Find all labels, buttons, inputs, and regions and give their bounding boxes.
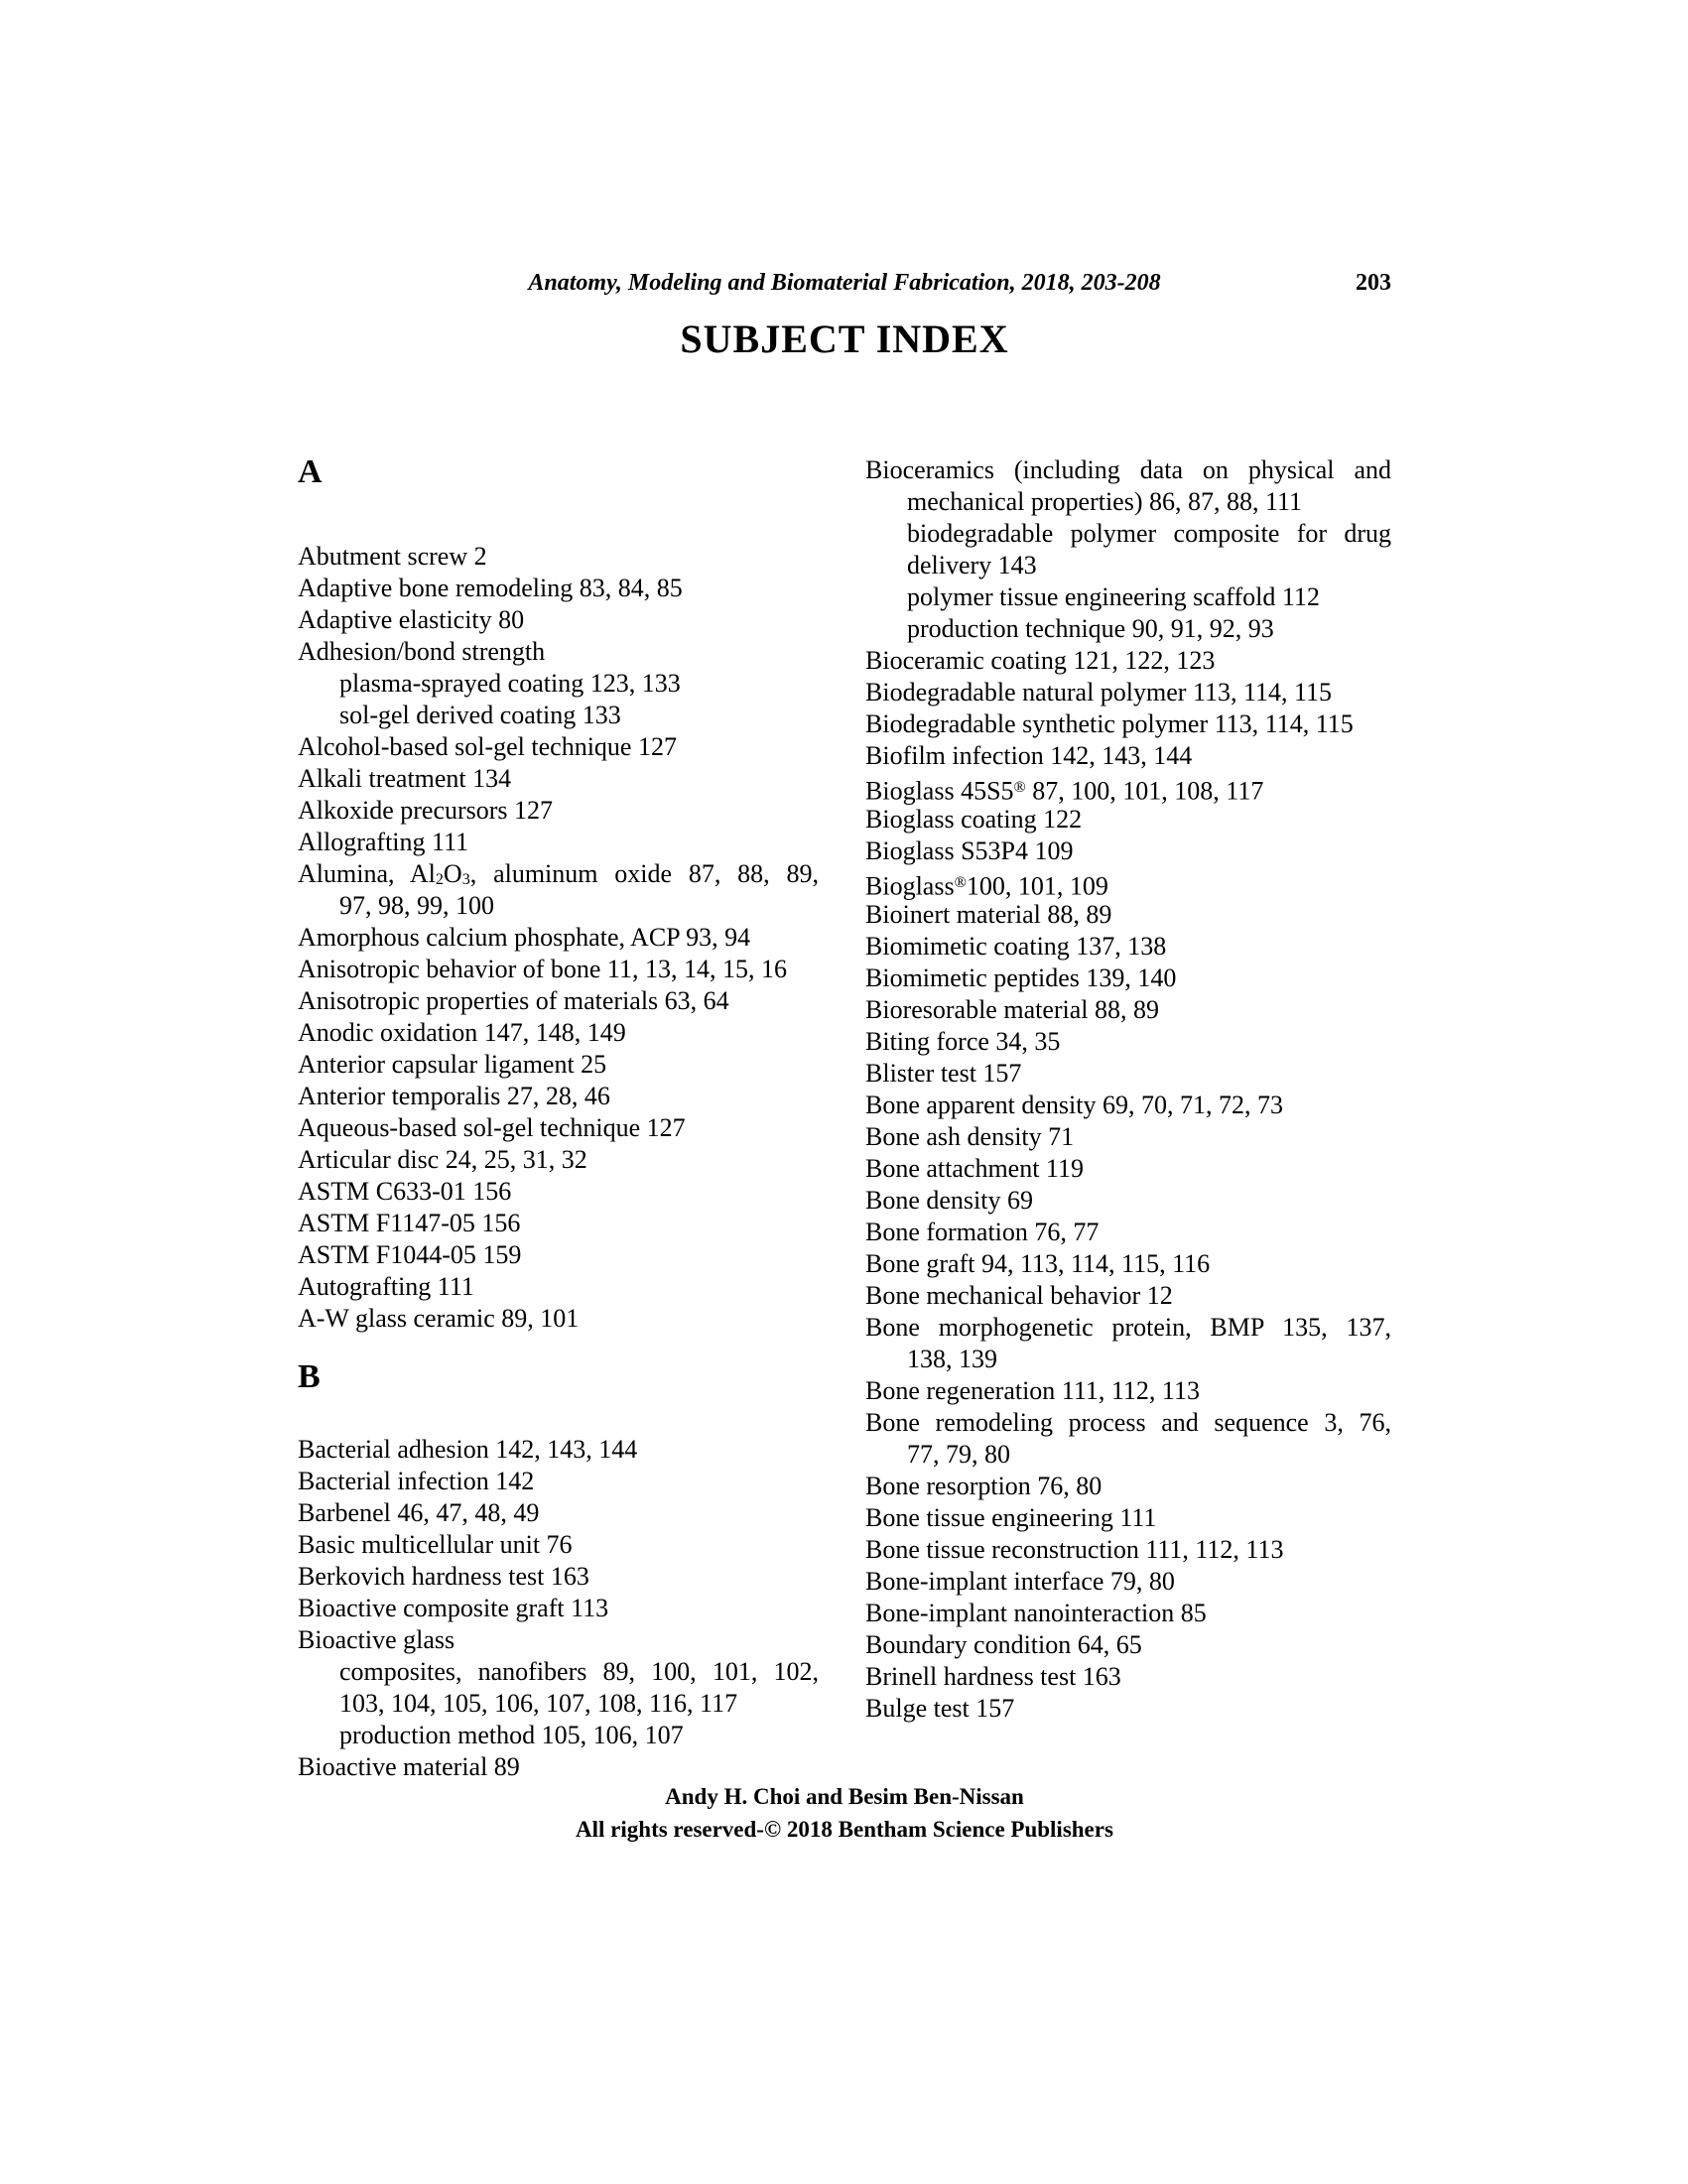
index-left-column — [298, 454, 819, 1783]
index-entry-line: Bacterial adhesion 142, 143, 144 — [298, 1435, 638, 1464]
index-entry-line: Bone resorption 76, 80 — [865, 1472, 1103, 1500]
index-entry-line: ASTM F1147-05 156 — [298, 1209, 521, 1237]
index-entry-line: Bone remodeling process and sequence 3, 76, — [865, 1408, 1391, 1437]
index-entry-line: composites, nanofibers 89, 100, 101, 102, — [339, 1657, 819, 1686]
index-entry-line: Bulge test 157 — [865, 1694, 1015, 1723]
index-entry-line: Biofilm infection 142, 143, 144 — [865, 741, 1193, 770]
index-entry-line: Bone mechanical behavior 12 — [865, 1281, 1173, 1310]
index-entry-line: Alcohol-based sol-gel technique 127 — [298, 732, 677, 761]
entry-text: 87, 100, 101, 108, 117 — [1025, 776, 1264, 806]
index-entry-line: Biodegradable natural polymer 113, 114, 115 — [865, 678, 1333, 707]
index-entry-line: production technique 90, 91, 92, 93 — [907, 614, 1274, 643]
index-entry-line: production method 105, 106, 107 — [339, 1721, 684, 1749]
page-title: SUBJECT INDEX — [680, 317, 1009, 361]
section-heading: B — [298, 1358, 321, 1395]
index-entry-line: biodegradable polymer composite for drug — [907, 519, 1391, 548]
footer — [298, 1780, 1391, 1846]
index-entry-line: polymer tissue engineering scaffold 112 — [907, 582, 1320, 611]
index-entry-line: Anisotropic behavior of bone 11, 13, 14, 15, 16 — [298, 955, 787, 983]
index-entry-line: Biting force 34, 35 — [865, 1027, 1061, 1056]
index-entry-line: Amorphous calcium phosphate, ACP 93, 94 — [298, 923, 751, 952]
index-entry-line: Abutment screw 2 — [298, 542, 487, 571]
index-entry-line: Bioglass S53P4 109 — [865, 836, 1074, 865]
index-entry-line: 138, 139 — [907, 1345, 997, 1373]
index-entry-line: Boundary condition 64, 65 — [865, 1630, 1142, 1659]
index-entry-line: Bioactive composite graft 113 — [298, 1594, 609, 1622]
index-entry-line: Adaptive elasticity 80 — [298, 605, 525, 634]
section-heading: A — [298, 453, 323, 490]
index-entry-line: Autografting 111 — [298, 1272, 474, 1301]
index-entry-line: Anodic oxidation 147, 148, 149 — [298, 1018, 626, 1047]
index-entry-line: Bacterial infection 142 — [298, 1467, 535, 1495]
index-entry-line: Bioresorable material 88, 89 — [865, 995, 1160, 1024]
index-entry-line: Biodegradable synthetic polymer 113, 114, 115 — [865, 709, 1354, 738]
index-entry-line: Articular disc 24, 25, 31, 32 — [298, 1145, 587, 1174]
index-entry-line — [298, 858, 819, 890]
index-entry-line: Bone ash density 71 — [865, 1122, 1075, 1151]
running-head-title: Anatomy, Modeling and Biomaterial Fabrication, 2018, 203-208 — [528, 270, 1161, 296]
index-entry-line: Bone apparent density 69, 70, 71, 72, 73 — [865, 1091, 1283, 1119]
index-entry-line: Bioactive material 89 — [298, 1752, 520, 1781]
page-number: 203 — [1356, 270, 1391, 296]
index-entry-line: 97, 98, 99, 100 — [339, 891, 494, 920]
index-entry-line: Bone tissue engineering 111 — [865, 1503, 1157, 1532]
index-entry-line: Alkali treatment 134 — [298, 764, 512, 793]
index-entry-line: Basic multicellular unit 76 — [298, 1530, 573, 1559]
index-entry-line: mechanical properties) 86, 87, 88, 111 — [907, 487, 1303, 516]
index-entry-line: Aqueous-based sol-gel technique 127 — [298, 1113, 686, 1142]
sup-text: ® — [1013, 779, 1026, 796]
sup-text: ® — [954, 874, 967, 891]
index-entry-line: Bioceramics (including data on physical and — [865, 455, 1391, 484]
index-entry-line — [865, 867, 1391, 899]
index-entry-line: A-W glass ceramic 89, 101 — [298, 1304, 580, 1333]
index-entry-line: delivery 143 — [907, 551, 1037, 579]
index-entry-line: Biomimetic coating 137, 138 — [865, 932, 1167, 961]
index-entry-line: plasma-sprayed coating 123, 133 — [339, 669, 681, 698]
index-entry-line: Bone-implant interface 79, 80 — [865, 1567, 1175, 1596]
index-entry-line: Allografting 111 — [298, 828, 469, 856]
entry-text: , aluminum oxide 87, 88, 89, — [469, 859, 819, 888]
index-entry-line: Bone attachment 119 — [865, 1154, 1084, 1183]
index-entry-line: Bone graft 94, 113, 114, 115, 116 — [865, 1249, 1211, 1278]
entry-text: 100, 101, 109 — [966, 871, 1108, 901]
index-entry-line: Barbenel 46, 47, 48, 49 — [298, 1498, 540, 1527]
index-entry-line: ASTM C633-01 156 — [298, 1177, 512, 1206]
index-entry-line: sol-gel derived coating 133 — [339, 701, 621, 729]
index-entry-line: Alkoxide precursors 127 — [298, 796, 554, 825]
index-entry-line — [865, 772, 1391, 804]
index-entry-line: Adaptive bone remodeling 83, 84, 85 — [298, 574, 683, 602]
sub-text: 2 — [435, 870, 444, 888]
sub-text: 3 — [461, 870, 470, 888]
index-entry-line: Bone regeneration 111, 112, 113 — [865, 1376, 1200, 1405]
index-entry-line: Bioglass coating 122 — [865, 805, 1083, 834]
index-entry-line: Bone morphogenetic protein, BMP 135, 137, — [865, 1313, 1391, 1342]
footer-authors: Andy H. Choi and Besim Ben-Nissan — [665, 1784, 1024, 1809]
index-entry-line: 103, 104, 105, 106, 107, 108, 116, 117 — [339, 1689, 738, 1718]
entry-text: O — [443, 859, 462, 888]
index-entry-line: 77, 79, 80 — [907, 1440, 1010, 1469]
index-entry-line: Biomimetic peptides 139, 140 — [865, 964, 1177, 992]
index-entry-line: Bone-implant nanointeraction 85 — [865, 1599, 1207, 1627]
entry-text: Bioglass — [865, 871, 955, 901]
index-entry-line: Bone density 69 — [865, 1186, 1033, 1215]
index-entry-line: Anisotropic properties of materials 63, 64 — [298, 986, 729, 1015]
index-entry-line: Anterior capsular ligament 25 — [298, 1050, 607, 1079]
index-entry-line: Bone tissue reconstruction 111, 112, 113 — [865, 1535, 1284, 1564]
index-entry-line: ASTM F1044-05 159 — [298, 1240, 522, 1269]
index-right-column — [865, 454, 1391, 1725]
index-entry-line: Bioceramic coating 121, 122, 123 — [865, 646, 1216, 675]
footer-copyright: All rights reserved-© 2018 Bentham Science Publishers — [576, 1817, 1113, 1842]
index-entry-line: Anterior temporalis 27, 28, 46 — [298, 1082, 610, 1110]
index-entry-line: Blister test 157 — [865, 1059, 1022, 1088]
index-entry-line: Berkovich hardness test 163 — [298, 1562, 589, 1591]
index-entry-line: Bioinert material 88, 89 — [865, 900, 1112, 929]
index-entry-line: Bone formation 76, 77 — [865, 1218, 1100, 1246]
index-entry-line: Brinell hardness test 163 — [865, 1662, 1121, 1691]
index-entry-line: Adhesion/bond strength — [298, 637, 546, 666]
index-entry-line: Bioactive glass — [298, 1625, 455, 1654]
entry-text: Alumina, Al — [298, 859, 436, 888]
entry-text: Bioglass 45S5 — [865, 776, 1014, 806]
running-head — [298, 268, 1391, 302]
